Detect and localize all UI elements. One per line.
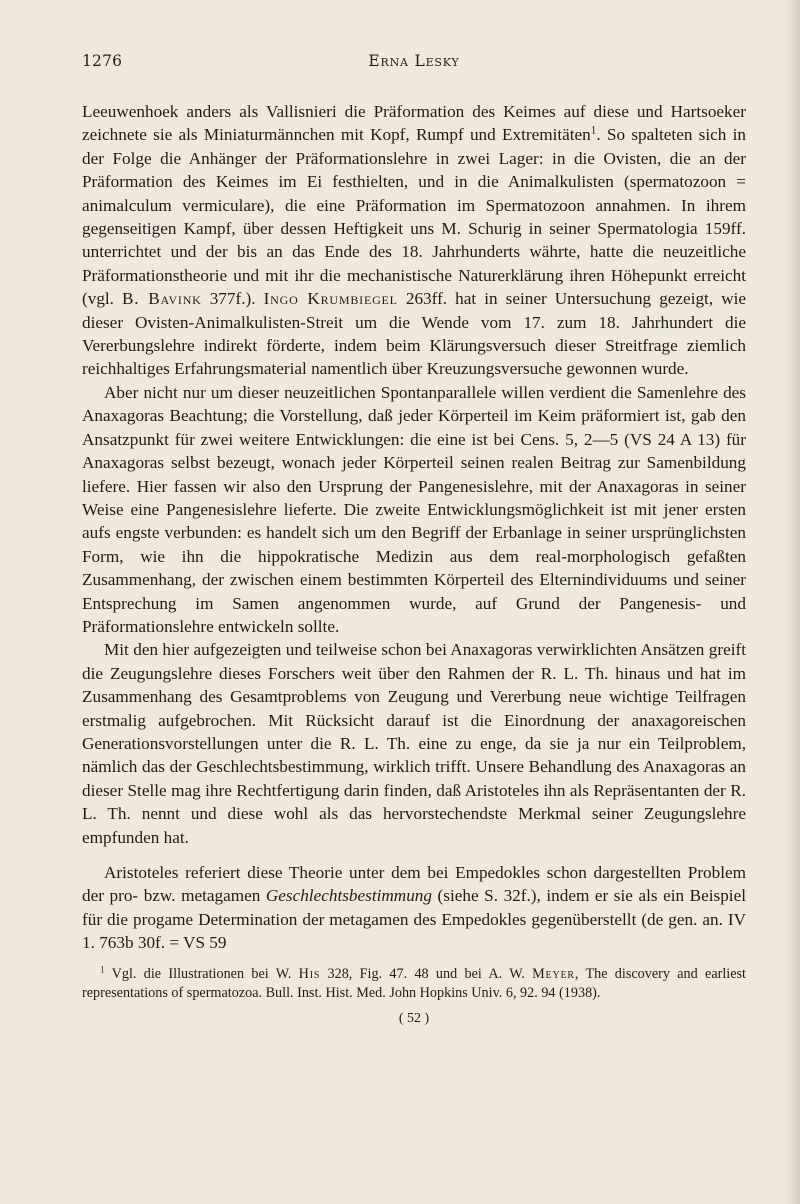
paragraph-3: Mit den hier aufgezeigten und teilweise schon bei Anaxagoras verwirklichten Ansätzen greift die Zeugungslehre dieses Forschers weit über den Rahmen der R. L. Th. hinaus und hat im Zusammenhang des Gesamtproblems von Zeugung und Vererbung neue wichtige Teilfragen erstmalig aufgebrochen. Mit Rücksicht darauf ist die Einordnung der anaxagoreischen Generationsvorstellungen unter die R. L. Th. eine zu enge, da sie ja nur ein Teilproblem, nämlich das der Geschlechtsbestimmung, wirklich trifft. Unsere Behandlung des Anaxagoras an dieser Stelle mag ihre Rechtfertigung darin finden, daß Aristoteles ihn als Repräsentanten der R. L. Th. nennt und diese wohl als das hervorstechendste Merkmal seiner Zeugungslehre empfunden hat. [82,640,746,847]
running-header [82,52,746,82]
body-text [82,100,746,955]
footnote [82,965,746,1003]
paragraph-1-text-a: Leeuwenhoek anders als Vallisnieri die Präformation des Keimes auf diese und Hartsoeker zeichnete sie als Miniaturmännchen mit Kopf, Rumpf und Extremitäten [82,102,746,145]
footnote-text-a: Vgl. die Illustrationen bei W. [104,965,299,982]
italic-term: Geschlechtsbestimmung [265,886,432,906]
footnote-reference: 1 [590,124,597,137]
page-number: 1276 [82,52,123,70]
paragraph-4-text-a: Aristoteles referiert diese Theorie unter dem bei Empedokles schon dargestellten Problem der pro- bzw. metagamen [82,863,746,906]
paragraph-1-text-c: 377f.). [201,289,264,309]
footnote-author-his: His [298,965,321,982]
author-reference-krumbiegel: Ingo Krumbiegel [263,289,398,309]
scan-edge-shadow [786,0,800,1204]
paragraph-4-text-b: (siehe S. 32f.), indem er sie als ein Beispiel für die progame Determination der metagamen des Empedokles gegenüberstellt (de gen. an. IV 1. 763b 30f. = VS 59 [82,886,746,953]
footnote-text-c: , The discovery and earliest representations of spermatozoa. Bull. Inst. Hist. Med. John Hopkins Univ. 6, 92. 94 (1938). [82,965,747,1001]
paragraph-1-text-d: 263ff. hat in seiner Untersuchung gezeigt, wie dieser Ovisten-Animalkulisten-Streit um die Wende vom 17. zum 18. Jahrhundert die Vererbungslehre indirekt förderte, indem beim Klärungsversuch dieser Streitfrage ziemlich reichhaltiges Erfahrungsmaterial namentlich über Kreuzungsversuche gewonnen wurde. [82,289,747,379]
author-reference-bavink: B. Bavink [122,289,202,309]
paragraph-4 [82,861,746,955]
running-author: Erna Lesky [368,52,460,70]
folio-number: ( 52 ) [398,1010,430,1026]
footnote-text-b: 328, Fig. 47. 48 und bei A. W. [320,965,533,982]
footnote-author-meyer: Meyer [532,965,575,982]
paragraph-1 [82,100,746,381]
paragraph-2: Aber nicht nur um dieser neuzeitlichen Spontanparallele willen verdient die Samenlehre des Anaxagoras Beachtung; die Vorstellung, daß jeder Körperteil im Keim präformiert ist, gab den Ansatzpunkt für zwei weitere Entwicklungen: die eine ist bei Cens. 5, 2—5 (VS 24 A 13) für Anaxagoras selbst bezeugt, wonach jeder Körperteil seinen realen Beitrag zur Samenbildung liefere. Hier fassen wir also den Ursprung der Pangenesislehre, mit der Anaxagoras in seiner Weise eine Pangenesislehre lieferte. Die zweite Entwicklungsmöglichkeit ist mit jener ersten aufs engste verbunden: es handelt sich um den Begriff der Erbanlage in seiner ursprünglichsten Form, wie ihn die hippokratische Medizin aus dem real-morphologisch gefaßten Zusammenhang, der zwischen einem bestimmten Körperteil des Elternindividuums und seiner Entsprechung im Samen angenommen wurde, auf Grund der Pangenesis- und Präformationslehre entwickeln sollte. [82,382,746,636]
footnote-marker: 1 [100,963,105,974]
paragraph-1-text-b: . So spalteten sich in der Folge die Anhänger der Präformationslehre in zwei Lager: in die Ovisten, die an der Präformation des Keimes im Ei festhielten, und in die Animalkulisten (spermatozoon = animalculum vermiculare), die eine Präformation im Spermatozoon annahmen. In ihrem gegenseitigen Kampf, über dessen Heftigkeit uns M. Schurig in seiner Spermatologia 159ff. unterrichtet und der bis an das Ende des 18. Jahrhunderts währte, hatte die neuzeitliche Präformationstheorie und mit ihr die mechanistische Naturerklärung ihren Höhepunkt erreicht (vgl. [82,125,746,309]
